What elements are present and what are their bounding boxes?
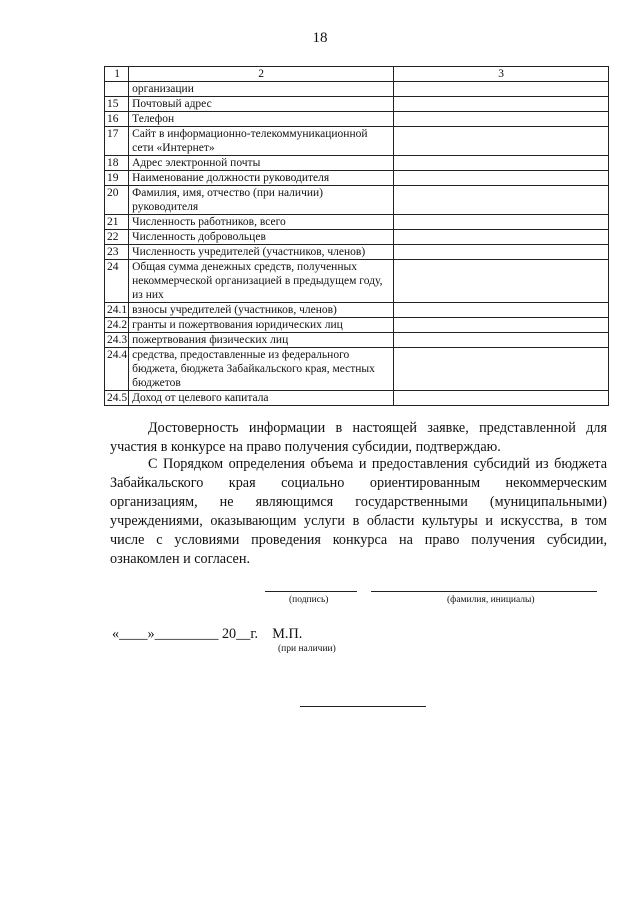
row-number-cell: 17 [105,127,129,156]
row-value-cell[interactable] [394,186,609,215]
row-number-cell: 24.2 [105,318,129,333]
row-label-cell: Численность работников, всего [129,215,394,230]
table-row [105,215,609,230]
row-label-cell: Доход от целевого капитала [129,391,394,406]
table-row [105,391,609,406]
name-line[interactable] [371,591,597,592]
row-value-cell[interactable] [394,156,609,171]
table-row [105,97,609,112]
signature-line[interactable] [265,591,357,592]
row-number-cell: 21 [105,215,129,230]
row-number-cell: 18 [105,156,129,171]
table-row [105,303,609,318]
table-row [105,127,609,156]
table-row [105,318,609,333]
name-caption: (фамилия, инициалы) [447,595,535,605]
row-number-cell: 24.3 [105,333,129,348]
row-number-cell: 24.4 [105,348,129,391]
row-number-cell: 22 [105,230,129,245]
application-form-table [104,66,609,406]
row-label-cell: организации [129,82,394,97]
row-value-cell[interactable] [394,215,609,230]
header-cell-3: 3 [394,67,609,82]
row-number-cell: 23 [105,245,129,260]
row-value-cell[interactable] [394,112,609,127]
table-row [105,348,609,391]
table-row [105,82,609,97]
row-value-cell[interactable] [394,333,609,348]
row-label-cell: Общая сумма денежных средств, полученных некоммерческой организацией в предыдущем году, из них [129,260,394,303]
row-value-cell[interactable] [394,260,609,303]
row-label-cell: Фамилия, имя, отчество (при наличии) руководителя [129,186,394,215]
date-stamp-line: «____»_________ 20__г. М.П. [112,626,303,642]
row-label-cell: Численность учредителей (участников, членов) [129,245,394,260]
row-label-cell: Почтовый адрес [129,97,394,112]
row-label-cell: пожертвования физических лиц [129,333,394,348]
table-row [105,112,609,127]
stamp-caption: (при наличии) [278,644,336,654]
row-label-cell: Адрес электронной почты [129,156,394,171]
row-value-cell[interactable] [394,97,609,112]
header-cell-2: 2 [129,67,394,82]
row-number-cell: 20 [105,186,129,215]
signature-caption: (подпись) [289,595,329,605]
table-row [105,171,609,186]
row-value-cell[interactable] [394,348,609,391]
row-number-cell: 16 [105,112,129,127]
row-label-cell: Наименование должности руководителя [129,171,394,186]
row-number-cell: 15 [105,97,129,112]
row-label-cell: средства, предоставленные из федерального бюджета, бюджета Забайкальского края, местных бюджетов [129,348,394,391]
row-number-cell: 24.5 [105,391,129,406]
row-value-cell[interactable] [394,303,609,318]
table-header-row [105,67,609,82]
row-value-cell[interactable] [394,82,609,97]
row-label-cell: взносы учредителей (участников, членов) [129,303,394,318]
table-row [105,260,609,303]
confirmation-paragraph: Достоверность информации в настоящей заявке, представленной для участия в конкурсе на право получения субсидии, подтверждаю. [110,420,607,455]
row-label-cell: Телефон [129,112,394,127]
row-number-cell [105,82,129,97]
table-row [105,245,609,260]
agreement-paragraph: С Порядком определения объема и предоставления субсидий из бюджета Забайкальского края социально ориентированным некоммерческим организациям, не являющимся государственными (муниципальными) учреждениями, оказывающим услуги в области культуры и искусства, в том числе с условиями проведения конкурса на право получения субсидии, ознакомлен и согласен. [110,456,607,567]
header-cell-1: 1 [105,67,129,82]
row-value-cell[interactable] [394,391,609,406]
bottom-separator-line [300,706,426,707]
row-value-cell[interactable] [394,127,609,156]
row-value-cell[interactable] [394,171,609,186]
row-number-cell: 19 [105,171,129,186]
row-value-cell[interactable] [394,245,609,260]
row-label-cell: гранты и пожертвования юридических лиц [129,318,394,333]
row-value-cell[interactable] [394,318,609,333]
table-row [105,156,609,171]
row-label-cell: Численность добровольцев [129,230,394,245]
table-row [105,230,609,245]
table-row [105,186,609,215]
table-row [105,333,609,348]
row-label-cell: Сайт в информационно-телекоммуникационной сети «Интернет» [129,127,394,156]
row-number-cell: 24 [105,260,129,303]
row-number-cell: 24.1 [105,303,129,318]
page-number: 18 [312,30,328,46]
row-value-cell[interactable] [394,230,609,245]
